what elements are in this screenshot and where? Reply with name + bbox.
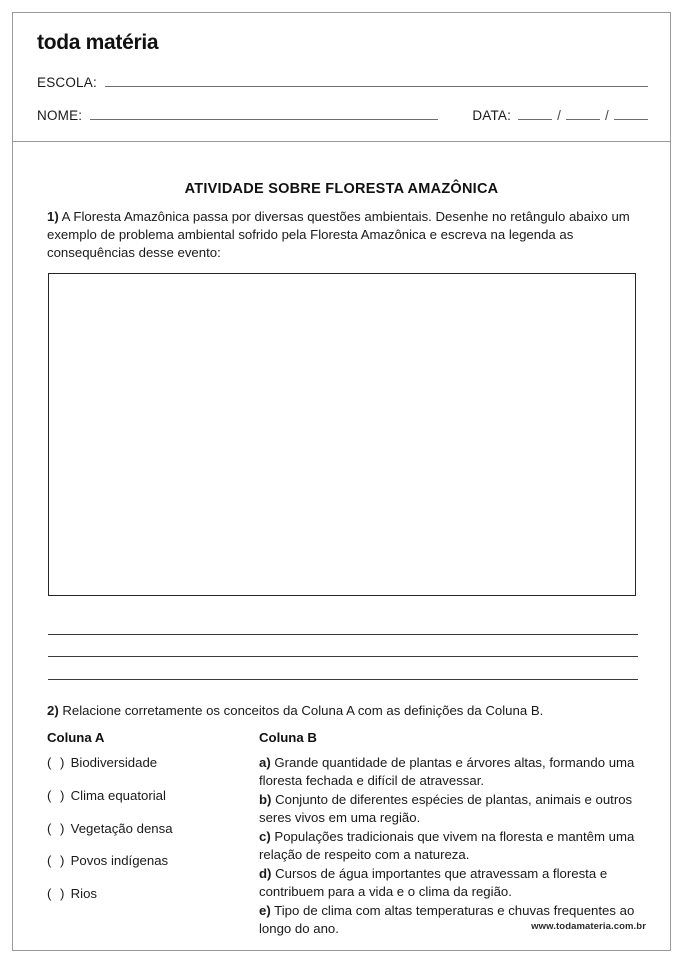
worksheet-page [12,12,671,951]
worksheet-body [13,142,670,950]
list-item [259,791,650,827]
page-title: ATIVIDADE SOBRE FLORESTA AMAZÔNICA [184,181,499,197]
match-label: Clima equatorial [70,787,166,803]
nome-label: NOME: [37,108,83,123]
question-1-number: 1) [47,209,59,224]
date-separator-2: / [605,108,609,123]
list-item [259,828,650,864]
match-label: Povos indígenas [70,853,169,869]
list-item[interactable] [47,787,259,805]
column-a-heading: Coluna A [47,730,105,745]
worksheet-header [13,13,670,142]
question-2-text: Relacione corretamente os conceitos da Coluna A com as definições da Coluna B. [58,703,544,718]
matching-columns [47,730,650,939]
question-1 [47,208,648,263]
list-item[interactable] [47,820,259,838]
list-item[interactable] [47,885,259,903]
match-blank[interactable]: ( ) [47,755,67,770]
definition-text: Populações tradicionais que vivem na floresta e mantêm uma relação de respeito com a natureza. [259,828,635,862]
data-field-group [438,108,648,123]
column-b-heading: Coluna B [259,730,317,745]
definition-letter: e) [259,902,271,918]
data-month-input[interactable] [566,108,600,120]
definition-text: Grande quantidade de plantas e árvores altas, formando uma floresta fechada e difícil de atravessar. [259,755,635,788]
question-1-text: A Floresta Amazônica passa por diversas questões ambientais. Desenhe no retângulo abaixo um exemplo de problema ambiental sofrido pela Floresta Amazônica e escreva na legenda as consequências desse evento: [47,209,630,261]
definition-letter: c) [259,828,271,844]
nome-field-row [37,108,648,123]
match-label: Vegetação densa [70,820,173,836]
match-blank[interactable]: ( ) [47,820,67,836]
list-item[interactable] [47,754,259,772]
match-label: Biodiversidade [70,755,158,770]
list-item [259,902,650,938]
definition-text: Cursos de água importantes que atravessam a floresta e contribuem para a vida e o clima da região. [259,865,608,899]
nome-input-line[interactable] [90,108,438,120]
brand-logo: toda matéria [37,31,159,54]
drawing-area[interactable] [48,273,636,596]
definition-text: Conjunto de diferentes espécies de plantas, animais e outros seres vivos em uma região. [259,791,633,825]
answer-line-3[interactable] [48,657,638,680]
definition-letter: b) [259,791,272,807]
date-separator-1: / [557,108,562,123]
answer-lines-group [48,612,638,680]
match-blank[interactable]: ( ) [47,886,67,902]
escola-input-line[interactable] [105,75,648,87]
escola-label: ESCOLA: [37,75,97,90]
definition-text: Tipo de clima com altas temperaturas e chuvas frequentes ao longo do ano. [259,902,635,936]
definition-letter: d) [259,865,272,881]
data-day-input[interactable] [518,108,552,120]
match-label: Rios [70,886,98,902]
definition-letter: a) [259,755,271,770]
data-year-input[interactable] [614,108,648,120]
footer-url: www.todamateria.com.br [531,921,646,932]
data-label: DATA: [472,108,512,123]
list-item[interactable] [47,852,259,870]
list-item [259,865,650,901]
answer-line-2[interactable] [48,635,638,658]
list-item [259,754,650,790]
escola-field-row [37,75,648,90]
question-2 [47,702,648,720]
column-a [47,730,259,918]
match-blank[interactable]: ( ) [47,853,67,869]
answer-line-1[interactable] [48,612,638,635]
match-blank[interactable]: ( ) [47,787,67,803]
question-2-number: 2) [47,703,59,718]
column-b [259,730,650,939]
